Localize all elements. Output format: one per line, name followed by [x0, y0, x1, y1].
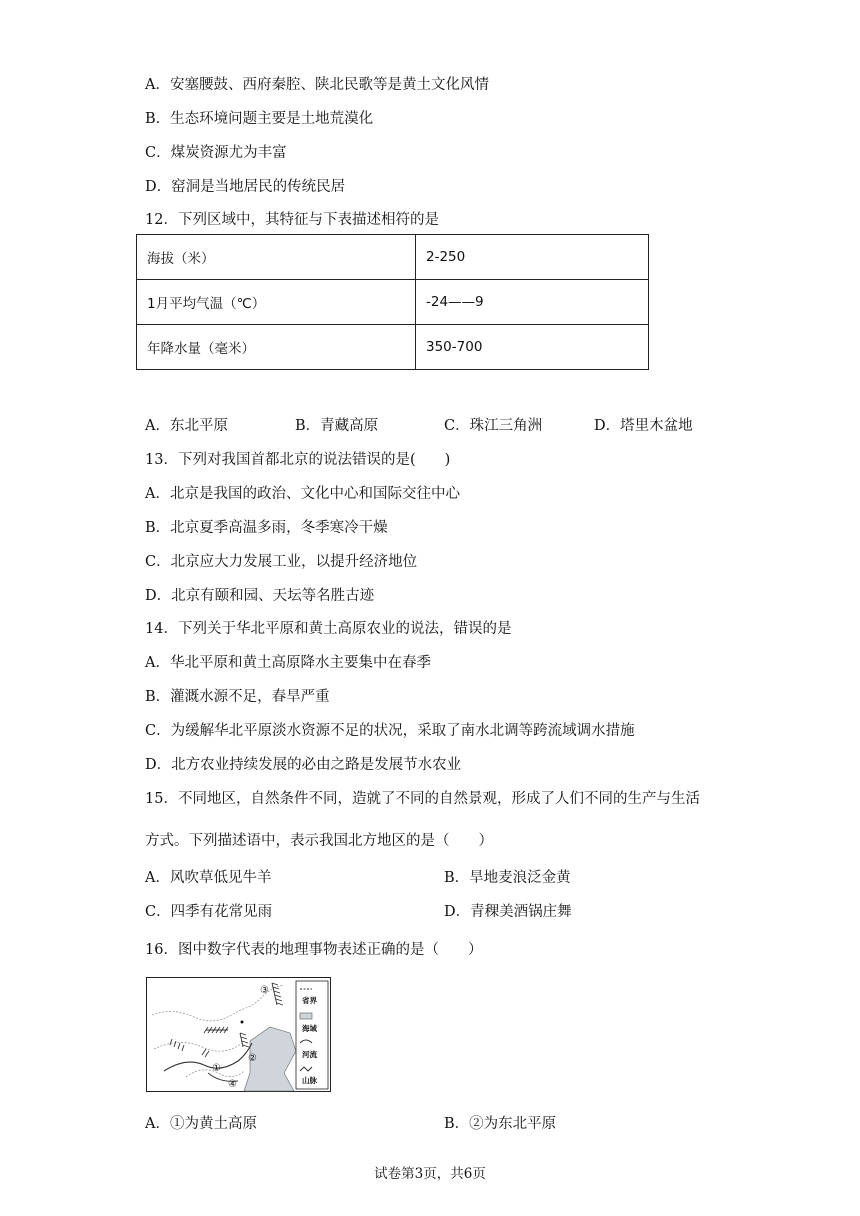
table-row: [137, 280, 649, 325]
q13-option-b: B．北京夏季高温多雨，冬季寒冷干燥: [145, 520, 388, 536]
q13-stem: 13．下列对我国首都北京的说法错误的是( ): [145, 452, 451, 468]
q13-option-c: C．北京应大力发展工业，以提升经济地位: [145, 554, 418, 570]
q13-option-a: A．北京是我国的政治、文化中心和国际交往中心: [145, 486, 460, 502]
q16-option-b: B．②为东北平原: [444, 1116, 557, 1132]
table-cell: 350-700: [416, 325, 649, 370]
q16-option-a: A．①为黄土高原: [145, 1116, 257, 1132]
table-cell: 海拔（米）: [137, 235, 416, 280]
table-row: [137, 235, 649, 280]
table-cell: -24——9: [416, 280, 649, 325]
q14-option-c: C．为缓解华北平原淡水资源不足的状况，采取了南水北调等跨流域调水措施: [145, 723, 635, 739]
q11-option-d: D．窑洞是当地居民的传统民居: [145, 179, 346, 195]
page-footer: 试卷第3页，共6页: [374, 1166, 486, 1182]
table-cell: 1月平均气温（℃）: [137, 280, 416, 325]
q14-option-a: A．华北平原和黄土高原降水主要集中在春季: [145, 655, 431, 671]
table-cell: 年降水量（毫米）: [137, 325, 416, 370]
map-legend-border: 省界: [302, 996, 317, 1005]
table-row: [137, 325, 649, 370]
q15-stem-line1: 15．不同地区，自然条件不同，造就了不同的自然景观，形成了人们不同的生产与生活: [145, 791, 700, 807]
q11-option-a: A．安塞腰鼓、西府秦腔、陕北民歌等是黄土文化风情: [145, 77, 489, 93]
q15-stem-line2: 方式。下列描述语中，表示我国北方地区的是（ ）: [145, 833, 493, 849]
q12-data-table: [136, 234, 649, 370]
map-label-1: ①: [212, 1063, 221, 1074]
map-legend-river: 河流: [302, 1050, 317, 1059]
q12-option-a: A．东北平原: [145, 418, 228, 434]
q16-map-figure: [146, 977, 331, 1092]
map-legend: [296, 981, 328, 1089]
q12-option-d: D．塔里木盆地: [594, 418, 693, 434]
map-legend-mountain: 山脉: [302, 1076, 317, 1085]
map-label-3: ③: [260, 985, 269, 996]
q15-option-a: A．风吹草低见牛羊: [145, 870, 272, 886]
q13-option-d: D．北京有颐和园、天坛等名胜古迹: [145, 588, 375, 604]
map-legend-sea: 海域: [302, 1024, 317, 1033]
q12-option-c: C．珠江三角洲: [444, 418, 543, 434]
q12-option-b: B．青藏高原: [295, 418, 379, 434]
map-label-2: ②: [248, 1053, 257, 1064]
map-label-4: ④: [228, 1079, 237, 1090]
q16-stem: 16．图中数字代表的地理事物表述正确的是（ ）: [145, 942, 483, 958]
q14-stem: 14．下列关于华北平原和黄土高原农业的说法，错误的是: [145, 621, 512, 637]
table-cell: 2-250: [416, 235, 649, 280]
q14-option-d: D．北方农业持续发展的必由之路是发展节水农业: [145, 757, 462, 773]
q11-option-c: C．煤炭资源尤为丰富: [145, 145, 287, 161]
q15-option-c: C．四季有花常见雨: [145, 904, 273, 920]
q12-stem: 12．下列区域中，其特征与下表描述相符的是: [145, 212, 439, 228]
q15-option-b: B．旱地麦浪泛金黄: [444, 870, 571, 886]
q11-option-b: B．生态环境问题主要是土地荒漠化: [145, 111, 374, 127]
q14-option-b: B．灌溉水源不足，春旱严重: [145, 689, 330, 705]
q15-option-d: D．青稞美酒锅庄舞: [444, 904, 572, 920]
